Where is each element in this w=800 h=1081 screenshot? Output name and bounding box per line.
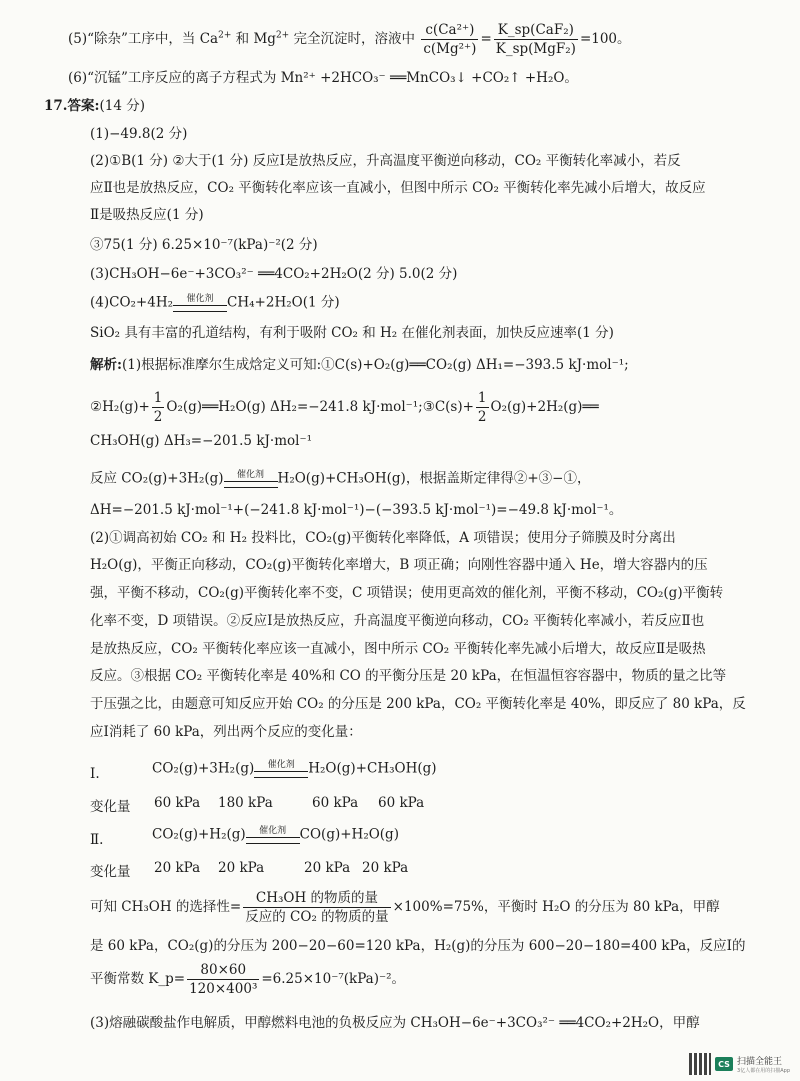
- answer-6: SiO₂ 具有丰富的孔道结构，有利于吸附 CO₂ 和 H₂ 在催化剂表面，加快反应速率(1 分): [90, 325, 614, 341]
- reaction-1-v4: 60 kPa: [378, 795, 425, 811]
- fraction-selectivity: $\frac{\text{CH₃OH 的物质的量}}{\text{反应的 CO₂ 的物质的量}}$: [245, 890, 389, 926]
- analysis-line7: H₂O(g)，平衡正向移动，CO₂(g)平衡转化率增大，B 项正确；向刚性容器中通入 He，增大容器内的压: [90, 557, 708, 573]
- fraction-half-2: $\frac{1}{2}$: [477, 390, 487, 426]
- answer-2-line2: 应Ⅱ也是放热反应，CO₂ 平衡转化率应该一直减小，但图中所示 CO₂ 平衡转化率先减小后增大，故反应: [90, 180, 706, 196]
- reaction-1-row-label: 变化量: [90, 799, 131, 815]
- equilibrium-arrow: 催化剂: [246, 826, 300, 844]
- answer-2-line1: (2)①B(1 分) ②大于(1 分) 反应Ⅰ是放热反应，升高温度平衡逆向移动，CO₂ 平衡转化率减小，若反: [90, 153, 681, 169]
- p5-prefix: (5)“除杂”工序中，当 Ca: [68, 31, 219, 48]
- reaction-2-v1: 20 kPa: [154, 860, 201, 876]
- reaction-1-v1: 60 kPa: [154, 795, 201, 811]
- reaction-2-v3: 20 kPa: [304, 860, 351, 876]
- text-line-p6: (6)“沉锰”工序反应的离子方程式为 Mn²⁺ +2HCO₃⁻ ══MnCO₃↓ +CO₂↑ +H₂O。: [68, 70, 578, 86]
- answer-2-line3: Ⅱ是吸热反应(1 分): [90, 207, 204, 223]
- reaction-1-v2: 180 kPa: [218, 795, 273, 811]
- analysis-kp: 平衡常数 K_p= $\frac{80\times 60}{\text{120×400³}}$ =6.25×10⁻⁷(kPa)⁻²。: [90, 962, 406, 998]
- answer-1: (1)−49.8(2 分): [90, 126, 188, 142]
- brand-name: 扫描全能王: [737, 1057, 783, 1067]
- fraction-half: $\frac{1}{2}$: [153, 390, 163, 426]
- p5-mid2: 完全沉淀时，溶液中: [289, 31, 416, 48]
- analysis-selectivity: 可知 CH₃OH 的选择性= $\frac{\text{CH₃OH 的物质的量}}{\text{反应的 CO₂ 的物质的量}}$ ×100%=75%，平衡时 H₂O 的分压为 80 kPa，甲醇: [90, 890, 720, 926]
- cs-logo: CS: [715, 1057, 733, 1071]
- reaction-2-v4: 20 kPa: [362, 860, 409, 876]
- p5-mid: 和 Mg: [231, 31, 276, 48]
- reaction-1-v3: 60 kPa: [312, 795, 359, 811]
- reaction-1-equation: CO₂(g)+3H₂(g) 催化剂 H₂O(g)+CH₃OH(g): [152, 760, 437, 777]
- analysis-line14: 是 60 kPa，CO₂(g)的分压为 200−20−60=120 kPa，H₂(g)的分压为 600−20−180=400 kPa，反应Ⅰ的: [90, 938, 746, 954]
- scanner-watermark: [689, 1053, 790, 1075]
- analysis-line5: ΔH=−201.5 kJ·mol⁻¹+(−241.8 kJ·mol⁻¹)−(−393.5 kJ·mol⁻¹)=−49.8 kJ·mol⁻¹。: [90, 502, 623, 518]
- answer-5: (4)CO₂+4H₂ 催化剂 CH₄+2H₂O(1 分): [90, 294, 340, 311]
- analysis-line1: 解析:(1)根据标准摩尔生成焓定义可知:①C(s)+O₂(g)══CO₂(g) ΔH₁=−393.5 kJ·mol⁻¹;: [90, 357, 629, 373]
- analysis-line6: (2)①调高初始 CO₂ 和 H₂ 投料比，CO₂(g)平衡转化率降低，A 项错误；使用分子筛膜及时分离出: [90, 530, 676, 546]
- analysis-line9: 化率不变，D 项错误。②反应Ⅰ是放热反应，升高温度平衡逆向移动，CO₂ 平衡转化率减小，若反应Ⅱ也: [90, 613, 705, 629]
- equilibrium-arrow: 催化剂: [173, 294, 227, 312]
- analysis-line11: 反应。③根据 CO₂ 平衡转化率是 40%和 CO 的平衡分压是 20 kPa，在恒温恒容容器中，物质的量之比等: [90, 668, 727, 684]
- reaction-2-label: Ⅱ.: [90, 832, 104, 848]
- fraction-kp: $\frac{80\times 60}{\text{120×400³}}$: [189, 962, 258, 998]
- answer-3: ③75(1 分) 6.25×10⁻⁷(kPa)⁻²(2 分): [90, 237, 318, 253]
- analysis-line4: 反应 CO₂(g)+3H₂(g) 催化剂 H₂O(g)+CH₃OH(g)，根据盖斯定律得②+③−①，: [90, 470, 591, 487]
- text-line-p5: (5)“除杂”工序中，当 $Ca^{2+}$ 和 $Mg^{2+}$ 完全沉淀时，溶液中 $\frac{\text{c(Ca²⁺)}}{\text{c(Mg²⁺)}}$ = $\frac{\text{K\_sp(CaF₂)}}{\text{K\_sp(MgF₂)}}$ =100。: [68, 22, 631, 58]
- equilibrium-arrow: 催化剂: [254, 760, 308, 778]
- reaction-2-equation: CO₂(g)+H₂(g) 催化剂 CO(g)+H₂O(g): [152, 826, 399, 843]
- analysis-line3: CH₃OH(g) ΔH₃=−201.5 kJ·mol⁻¹: [90, 433, 312, 449]
- equilibrium-arrow: 催化剂: [224, 470, 278, 488]
- analysis-line15: (3)熔融碳酸盐作电解质，甲醇燃料电池的负极反应为 CH₃OH−6e⁻+3CO₃²⁻ ══4CO₂+2H₂O，甲醇: [90, 1015, 700, 1031]
- analysis-line12: 于压强之比，由题意可知反应开始 CO₂ 的分压是 200 kPa，CO₂ 平衡转化率是 40%，即反应了 80 kPa，反: [90, 696, 746, 712]
- reaction-1-label: Ⅰ.: [90, 766, 100, 782]
- answer-4: (3)CH₃OH−6e⁻+3CO₃²⁻ ══4CO₂+2H₂O(2 分) 5.0(2 分): [90, 266, 458, 282]
- qr-code-icon: [689, 1053, 711, 1075]
- question-17-header: 17.答案:(14 分): [44, 98, 145, 114]
- reaction-2-row-label: 变化量: [90, 864, 131, 880]
- analysis-line2: ②H₂(g)+ $\frac{1}{2}$ O₂(g)══H₂O(g) ΔH₂=−241.8 kJ·mol⁻¹;③C(s)+ $\frac{1}{2}$ O₂(g)+2H₂(g)══: [90, 390, 599, 426]
- analysis-line8: 强，平衡不移动，CO₂(g)平衡转化率不变，C 项错误；使用更高效的催化剂，平衡不移动，CO₂(g)平衡转: [90, 585, 724, 601]
- analysis-line13: 应Ⅰ消耗了 60 kPa，列出两个反应的变化量：: [90, 724, 362, 740]
- reaction-2-v2: 20 kPa: [218, 860, 265, 876]
- analysis-line10: 是放热反应，CO₂ 平衡转化率应该一直减小，图中所示 CO₂ 平衡转化率先减小后增大，故反应Ⅱ是吸热: [90, 641, 706, 657]
- fraction-ksp: $\frac{\text{K\_sp(CaF₂)}}{\text{K\_sp(MgF₂)}}$: [495, 22, 576, 58]
- brand-tagline: 3亿人都在用的扫描App: [737, 1068, 790, 1074]
- fraction-c: $\frac{\text{c(Ca²⁺)}}{\text{c(Mg²⁺)}}$: [423, 22, 477, 58]
- p5-tail: =100。: [579, 31, 631, 48]
